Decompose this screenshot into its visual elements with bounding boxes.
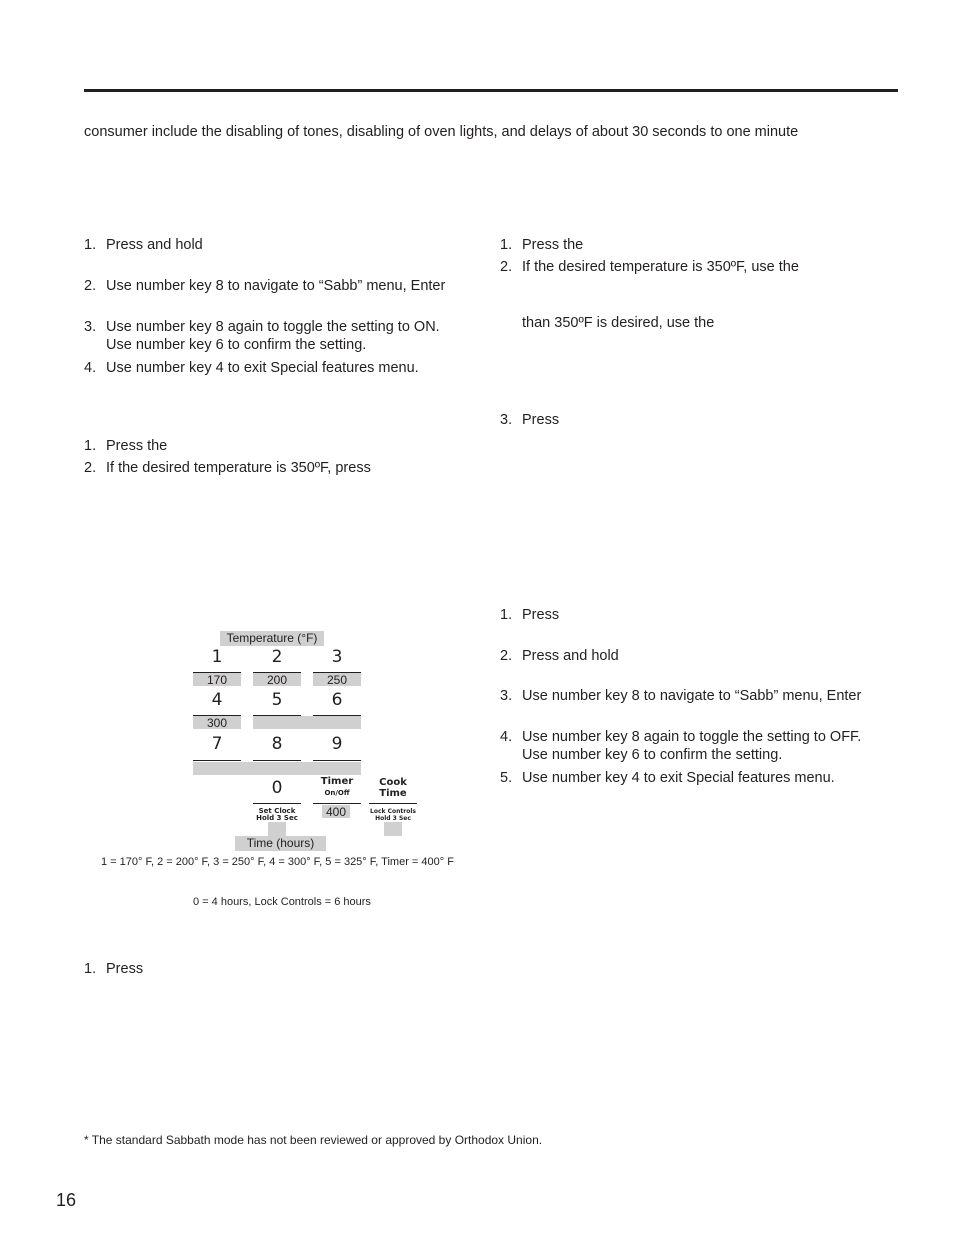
cook-label: Cook [379,777,407,788]
step-number: 3. [500,412,513,428]
key-9: 9 [331,734,343,754]
hours-legend: 0 = 4 hours, Lock Controls = 6 hours [193,896,371,908]
timer-underline [313,803,361,804]
step-number: 2. [500,648,513,664]
key-7: 7 [211,734,223,754]
key-8-underline [253,760,301,761]
step-text: Press the [106,438,168,454]
step-text: If the desired temperature is 350ºF, use the [522,259,799,275]
step-number: 4. [500,729,513,745]
temp-value-400: 400 [322,805,350,818]
step-text: Press and hold [522,648,619,664]
key-3: 3 [331,647,343,667]
step-number: 2. [84,460,97,476]
temp-value-blank [253,716,361,729]
key-7-underline [193,760,241,761]
temp-value-170: 170 [193,673,241,686]
step-text: Use number key 4 to exit Special features menu. [522,770,835,786]
key-6: 6 [331,690,343,710]
lock-controls-label: Lock Controls [370,808,416,815]
step-number: 4. [84,360,97,376]
step-text: Use number key 4 to exit Special features menu. [106,360,419,376]
time-hours-label: Time (hours) [235,836,326,851]
cook-time-label: Time [379,788,407,799]
temp-value-200: 200 [253,673,301,686]
key-4: 4 [211,690,223,710]
key-0-underline [253,803,301,804]
key-9-underline [313,760,361,761]
step-number: 5. [500,770,513,786]
step-text: Use number key 8 to navigate to “Sabb” menu, Enter [106,278,446,294]
timer-sub-label: On/Off [324,789,350,797]
key-0: 0 [271,778,283,798]
step-text: Use number key 8 again to toggle the setting to ON. [106,319,440,335]
step-text: Press the [522,237,584,253]
temp-value-300: 300 [193,716,241,729]
lock-hold-label: Hold 3 Sec [375,815,411,822]
step-number: 1. [500,237,513,253]
step-text: Press and hold [106,237,203,253]
temp-value-250: 250 [313,673,361,686]
step-text: than 350ºF is desired, use the [522,315,715,331]
step-number: 1. [84,438,97,454]
step-number: 3. [84,319,97,335]
footnote: * The standard Sabbath mode has not been reviewed or approved by Orthodox Union. [84,1133,543,1147]
temperature-label: Temperature (°F) [220,631,324,646]
key-8: 8 [271,734,283,754]
key-2: 2 [271,647,283,667]
key-5: 5 [271,690,283,710]
step-number: 1. [84,961,97,977]
step-number: 1. [84,237,97,253]
step-number: 1. [500,607,513,623]
step-text: Use number key 8 again to toggle the setting to OFF. [522,729,862,745]
step-text: Press [522,607,560,623]
intro-text: consumer include the disabling of tones, disabling of oven lights, and delays of about 30 seconds to one minute [84,124,799,140]
step-number: 2. [84,278,97,294]
cook-underline [369,803,417,804]
key-1: 1 [211,647,223,667]
step-text: Press [522,412,560,428]
header-rule [84,89,898,92]
gray-band [193,762,361,775]
step-number: 2. [500,259,513,275]
set-clock-hold-label: Hold 3 Sec [256,814,298,822]
timer-label: Timer [320,776,354,787]
set-clock-label: Set Clock [258,807,296,815]
step-number: 3. [500,688,513,704]
temperature-legend: 1 = 170° F, 2 = 200° F, 3 = 250° F, 4 = 300° F, 5 = 325° F, Timer = 400° F [101,856,454,868]
step-text: If the desired temperature is 350ºF, press [106,460,371,476]
lock-controls-marker [384,822,402,836]
page-number: 16 [56,1190,77,1210]
set-clock-marker [268,822,286,836]
step-text-continued: Use number key 6 to confirm the setting. [106,337,367,353]
step-text-continued: Use number key 6 to confirm the setting. [522,747,783,763]
step-text: Press [106,961,144,977]
step-text: Use number key 8 to navigate to “Sabb” menu, Enter [522,688,862,704]
